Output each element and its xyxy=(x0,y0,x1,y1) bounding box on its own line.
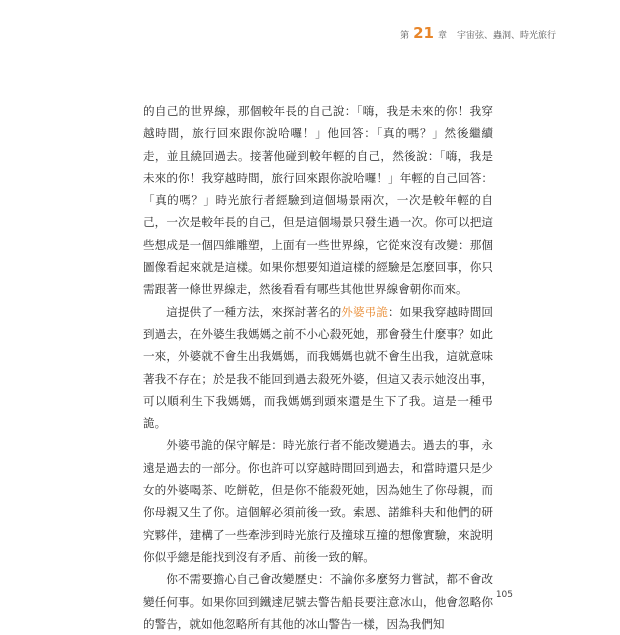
paragraph-3: 外婆弔詭的保守解是：時光旅行者不能改變過去。過去的事，永遠是過去的一部分。你也許可以穿越時間回到過去，和當時還只是少女的外婆喝茶、吃餅乾，但是你不能殺死她，因為她生了你母親，而你母親又生了你。這個解必須前後一致。索恩、諾維科夫和他們的研究夥伴，建構了一些牽涉到時光旅行及撞球互撞的想像實驗，來說明你似乎總是能找到沒有矛盾、前後一致的解。 xyxy=(143,438,493,564)
page-number: 105 xyxy=(495,590,513,600)
paragraph-2 xyxy=(143,301,493,435)
chapter-prefix: 第 xyxy=(400,31,410,41)
chapter-header xyxy=(400,24,556,42)
chapter-title: 宇宙弦、蟲洞、時光旅行 xyxy=(456,31,556,41)
paragraph-2-before: 這提供了一種方法，來探討著名的 xyxy=(166,304,342,319)
paragraph-2-after: ：如果我穿越時間回到過去，在外婆生我媽媽之前不小心殺死她，那會發生什麼事？如此一來，外婆就不會生出我媽媽，而我媽媽也就不會生出我，這就意味著我不存在；於是我不能回到過去殺死外婆，但這又表示她沒出事，可以順利生下我媽媽，而我媽媽到頭來還是生下了我。這是一種弔詭。 xyxy=(143,304,493,431)
chapter-number: 21 xyxy=(413,24,434,42)
body-text xyxy=(143,100,493,635)
chapter-suffix: 章 xyxy=(437,31,447,41)
highlight-term: 外婆弔詭 xyxy=(341,304,388,319)
paragraph-4: 你不需要擔心自己會改變歷史：不論你多麼努力嘗試，都不會改變任何事。如果你回到鐵達尼號去警告船長要注意冰山，他會忽略你的警告，就如他忽略所有其他的冰山警告一樣，因為我們知 xyxy=(143,572,493,631)
paragraph-1: 的自己的世界線，那個較年長的自己說：「嗨，我是未來的你！我穿越時間，旅行回來跟你說哈囉！」他回答：「真的嗎？」然後繼續走，並且繞回過去。接著他碰到較年輕的自己，然後說：「嗨，我是未來的你！我穿越時間，旅行回來跟你說哈囉！」年輕的自己回答：「真的嗎？」時光旅行者經驗到這個場景兩次，一次是較年輕的自己，一次是較年長的自己，但是這個場景只發生過一次。你可以把這些想成是一個四維雕塑，上面有一些世界線，它從來沒有改變：那個圖像看起來就是這樣。如果你想要知道這樣的經驗是怎麼回事，你只需跟著一條世界線走，然後看看有哪些其他世界線會朝你而來。 xyxy=(143,104,493,297)
